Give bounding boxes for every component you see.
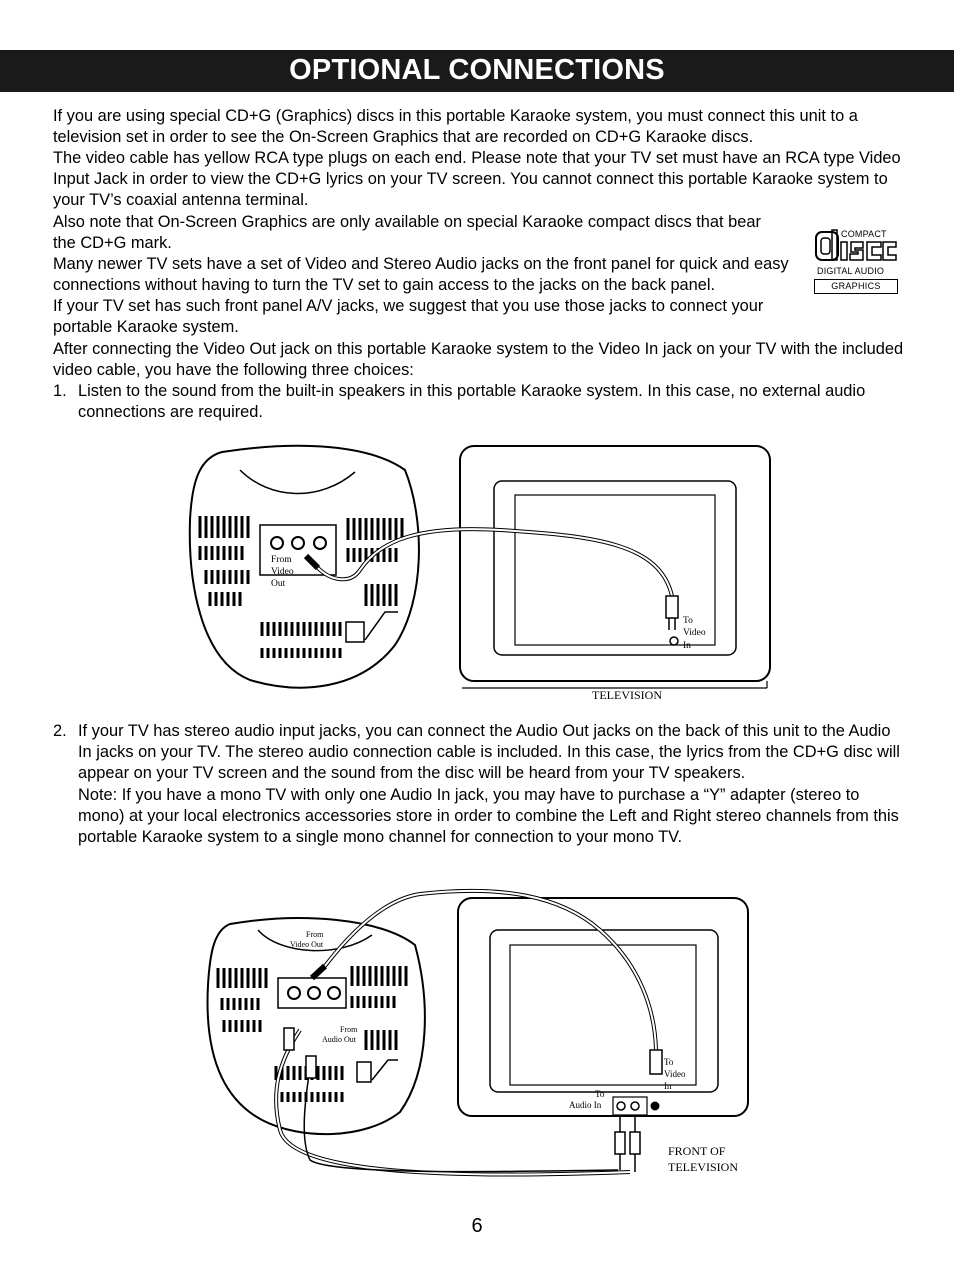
video-connection-diagram: [0, 430, 954, 710]
to-audio-in-line-1: To: [595, 1089, 605, 1099]
audio-video-connection-diagram: [0, 880, 954, 1190]
intro-paragraph-3: Also note that On-Screen Graphics are only available on special Karaoke compact discs that bear the CD+G mark.: [53, 213, 761, 253]
logo-text-graphics: GRAPHICS: [814, 279, 898, 294]
front-of-television-label-line-1: FRONT OF: [668, 1144, 726, 1158]
to-video-in-line-1: To: [683, 616, 693, 626]
choice-1: [53, 381, 905, 423]
logo-text-digital-audio: DIGITAL AUDIO: [817, 266, 885, 276]
from-video-out-line-2: Video: [271, 567, 294, 577]
to-video-in-line-3: In: [683, 641, 691, 651]
from-video-out-line-1: From: [306, 930, 324, 939]
intro-paragraph-6: After connecting the Video Out jack on this portable Karaoke system to the Video In jack on your TV with the included video cable, you have the following three choices:: [53, 340, 904, 380]
to-video-in-line-2: Video: [683, 628, 706, 638]
from-video-out-line-3: Out: [271, 579, 286, 589]
television-outline: [460, 446, 770, 688]
intro-paragraph-2: The video cable has yellow RCA type plugs on each end. Please note that your TV set must have an RCA type Video Input Jack in order to view the CD+G lyrics on your TV screen. You cannot connect this portable Karaoke system to your TV’s coaxial antenna terminal.: [53, 149, 901, 210]
to-audio-in-line-2: Audio In: [569, 1100, 602, 1110]
choice-1-number: 1.: [53, 382, 67, 400]
page-number: 6: [471, 1215, 483, 1237]
from-video-out-line-2: Video Out: [290, 940, 324, 949]
intro-paragraph-5: If your TV set has such front panel A/V jacks, we suggest that you use those jacks to connect your portable Karaoke system.: [53, 297, 764, 337]
video-cable: [306, 529, 678, 630]
from-video-out-line-1: From: [271, 555, 292, 565]
front-of-television-label-line-2: TELEVISION: [668, 1160, 738, 1174]
logo-text-compact: COMPACT: [841, 229, 887, 239]
choice-2-number: 2.: [53, 722, 67, 740]
choice-2-text: If your TV has stereo audio input jacks, you can connect the Audio Out jacks on the back of this unit to the Audio In jacks on your TV. The stereo audio connection cable is included. In this case, the lyrics from the CD+G disc will appear on your TV screen and the sound from the disc will be heard from your TV speakers.: [78, 722, 900, 783]
choice-2: [53, 721, 905, 848]
choice-1-text: Listen to the sound from the built-in speakers in this portable Karaoke system. In this case, no external audio connections are required.: [78, 382, 866, 422]
page-title: OPTIONAL CONNECTIONS: [289, 54, 665, 86]
intro-paragraph-4: Many newer TV sets have a set of Video and Stereo Audio jacks on the front panel for quick and easy connections without having to turn the TV set to gain access to the jacks on the back panel.: [53, 255, 789, 295]
to-video-in-line-2: Video: [664, 1069, 686, 1079]
choice-2-note: Note: If you have a mono TV with only one Audio In jack, you may have to purchase a “Y” adapter (stereo to mono) at your local electronics accessories store in order to combine the Left and Right stereo channels from this portable Karaoke system to a single mono channel for connection to your mono TV.: [78, 785, 899, 847]
cdg-logo: [814, 228, 900, 295]
from-audio-out-line-2: Audio Out: [322, 1035, 356, 1044]
to-video-in-line-1: To: [664, 1057, 674, 1067]
intro-paragraph-1: If you are using special CD+G (Graphics) discs in this portable Karaoke system, you must connect this unit to a television set in order to see the On-Screen Graphics that are recorded on CD+G Karaoke discs.: [53, 107, 858, 147]
from-audio-out-line-1: From: [340, 1025, 358, 1034]
section-banner: [0, 50, 954, 92]
karaoke-unit-back: [208, 918, 425, 1134]
television-label: TELEVISION: [592, 688, 662, 702]
to-video-in-line-3: In: [664, 1081, 672, 1091]
